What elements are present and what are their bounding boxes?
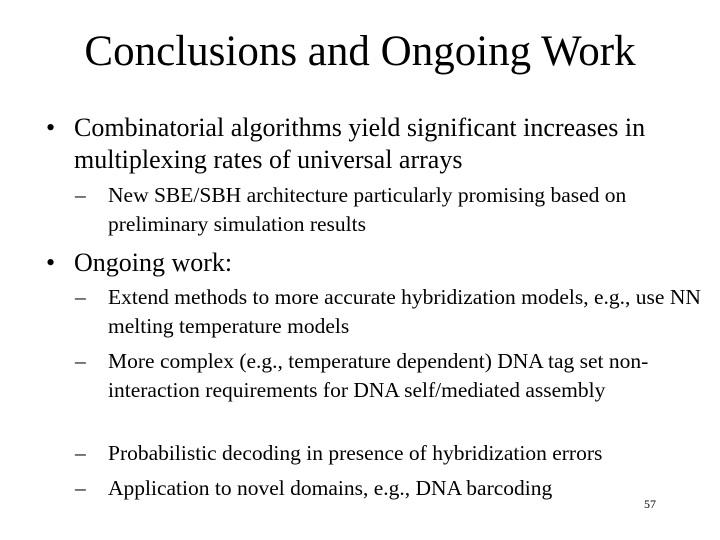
bullet-text: Combinatorial algorithms yield significant increases in multiplexing rates of universal arrays [74,113,646,174]
sub-bullet-item [75,439,708,468]
sub-bullet-text: New SBE/SBH architecture particularly promising based on preliminary simulation results [108,183,627,236]
slide-number: 57 [644,497,656,511]
sub-bullet-item [75,474,708,503]
bullet-marker: • [46,248,56,277]
bullet-item [46,112,714,176]
bullet-text: Ongoing work: [74,248,233,277]
sub-bullet-text: Application to novel domains, e.g., DNA barcoding [108,476,553,500]
sub-bullet-item [75,347,708,405]
dash-marker: – [75,183,86,207]
sub-bullet-text: More complex (e.g., temperature dependent) DNA tag set non-interaction requirements for DNA self/mediated assembly [108,349,649,402]
bullet-item [46,247,714,279]
sub-bullet-text: Probabilistic decoding in presence of hybridization errors [108,441,603,465]
dash-marker: – [75,441,86,465]
bullet-marker: • [46,113,56,142]
sub-bullet-item [75,181,708,239]
sub-bullet-text: Extend methods to more accurate hybridization models, e.g., use NN melting temperature models [108,285,701,338]
sub-bullet-item [75,283,708,341]
dash-marker: – [75,285,86,309]
dash-marker: – [75,476,86,500]
dash-marker: – [75,349,86,373]
slide-title: Conclusions and Ongoing Work [84,28,636,75]
